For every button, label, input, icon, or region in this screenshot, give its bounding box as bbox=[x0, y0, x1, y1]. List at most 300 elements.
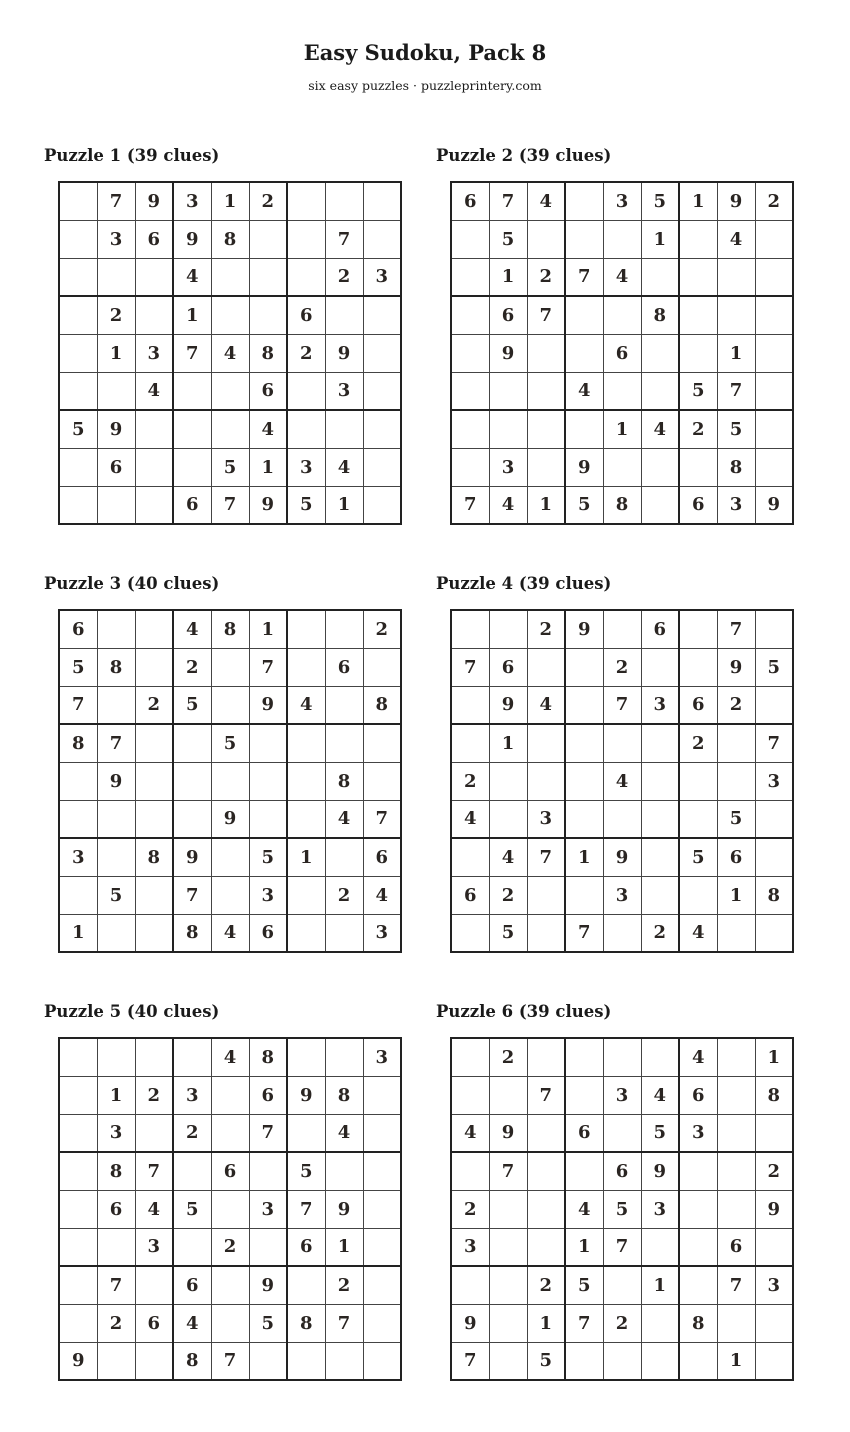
grid-cell bbox=[211, 838, 249, 876]
grid-row bbox=[451, 372, 793, 410]
grid-cell: 9 bbox=[603, 838, 641, 876]
grid-cell: 3 bbox=[173, 1076, 211, 1114]
grid-cell: 6 bbox=[59, 610, 97, 648]
grid-row bbox=[59, 914, 401, 952]
grid-cell bbox=[565, 410, 603, 448]
grid-cell bbox=[97, 914, 135, 952]
grid-cell bbox=[755, 1304, 793, 1342]
grid-row bbox=[451, 334, 793, 372]
grid-cell: 4 bbox=[641, 1076, 679, 1114]
grid-cell bbox=[565, 648, 603, 686]
grid-cell: 7 bbox=[325, 220, 363, 258]
grid-cell: 5 bbox=[717, 800, 755, 838]
grid-cell: 3 bbox=[363, 914, 401, 952]
grid-cell bbox=[451, 1038, 489, 1076]
grid-cell bbox=[527, 762, 565, 800]
grid-cell bbox=[679, 1190, 717, 1228]
grid-cell bbox=[603, 1342, 641, 1380]
grid-cell bbox=[211, 372, 249, 410]
grid-cell: 5 bbox=[641, 182, 679, 220]
grid-cell bbox=[717, 1190, 755, 1228]
grid-cell: 4 bbox=[211, 914, 249, 952]
grid-cell: 2 bbox=[249, 182, 287, 220]
grid-row bbox=[451, 648, 793, 686]
grid-cell bbox=[641, 800, 679, 838]
grid-cell bbox=[97, 1228, 135, 1266]
grid-cell bbox=[565, 876, 603, 914]
grid-cell bbox=[59, 1076, 97, 1114]
grid-cell: 2 bbox=[641, 914, 679, 952]
grid-cell: 7 bbox=[97, 1266, 135, 1304]
grid-cell bbox=[755, 1342, 793, 1380]
grid-cell bbox=[135, 296, 173, 334]
grid-cell: 2 bbox=[363, 610, 401, 648]
grid-cell bbox=[641, 258, 679, 296]
grid-cell bbox=[603, 610, 641, 648]
grid-cell bbox=[679, 610, 717, 648]
grid-cell: 5 bbox=[287, 486, 325, 524]
grid-cell bbox=[287, 372, 325, 410]
grid-cell: 2 bbox=[755, 182, 793, 220]
grid-cell bbox=[755, 914, 793, 952]
grid-cell: 6 bbox=[717, 1228, 755, 1266]
grid-cell bbox=[641, 648, 679, 686]
grid-cell bbox=[363, 724, 401, 762]
grid-cell bbox=[451, 838, 489, 876]
grid-cell: 5 bbox=[249, 1304, 287, 1342]
grid-cell: 4 bbox=[173, 1304, 211, 1342]
grid-cell bbox=[211, 1266, 249, 1304]
grid-cell bbox=[603, 1266, 641, 1304]
grid-cell: 7 bbox=[211, 486, 249, 524]
grid-cell: 3 bbox=[641, 686, 679, 724]
grid-cell: 6 bbox=[97, 1190, 135, 1228]
grid-cell: 2 bbox=[755, 1152, 793, 1190]
grid-cell: 2 bbox=[287, 334, 325, 372]
grid-cell bbox=[451, 410, 489, 448]
grid-cell bbox=[755, 686, 793, 724]
grid-cell bbox=[135, 610, 173, 648]
grid-row bbox=[451, 182, 793, 220]
grid-row bbox=[451, 1076, 793, 1114]
grid-cell bbox=[325, 1038, 363, 1076]
grid-cell: 5 bbox=[603, 1190, 641, 1228]
grid-cell: 6 bbox=[679, 686, 717, 724]
grid-row bbox=[451, 686, 793, 724]
puzzle-2 bbox=[436, 144, 781, 516]
grid-row bbox=[59, 334, 401, 372]
grid-cell: 3 bbox=[363, 258, 401, 296]
grid-cell bbox=[679, 296, 717, 334]
grid-cell: 9 bbox=[325, 1190, 363, 1228]
grid-cell: 3 bbox=[363, 1038, 401, 1076]
grid-cell: 2 bbox=[325, 876, 363, 914]
grid-cell: 1 bbox=[173, 296, 211, 334]
grid-cell: 1 bbox=[527, 486, 565, 524]
grid-cell bbox=[135, 762, 173, 800]
grid-cell: 3 bbox=[135, 334, 173, 372]
grid-cell bbox=[287, 876, 325, 914]
grid-cell bbox=[211, 296, 249, 334]
grid-cell bbox=[451, 724, 489, 762]
grid-cell: 5 bbox=[287, 1152, 325, 1190]
grid-row bbox=[451, 258, 793, 296]
grid-cell bbox=[717, 762, 755, 800]
puzzle-title: Puzzle 2 (39 clues) bbox=[436, 146, 612, 165]
grid-cell: 8 bbox=[287, 1304, 325, 1342]
grid-cell bbox=[527, 220, 565, 258]
grid-cell: 7 bbox=[97, 724, 135, 762]
sudoku-grid bbox=[450, 609, 794, 953]
grid-cell: 4 bbox=[173, 258, 211, 296]
grid-cell bbox=[363, 1190, 401, 1228]
grid-cell bbox=[135, 1114, 173, 1152]
grid-cell: 7 bbox=[489, 182, 527, 220]
grid-cell: 4 bbox=[489, 838, 527, 876]
grid-cell: 6 bbox=[249, 372, 287, 410]
grid-cell: 7 bbox=[135, 1152, 173, 1190]
grid-cell bbox=[173, 724, 211, 762]
grid-cell: 8 bbox=[173, 914, 211, 952]
grid-cell: 5 bbox=[565, 486, 603, 524]
grid-cell bbox=[489, 1190, 527, 1228]
grid-cell: 2 bbox=[527, 1266, 565, 1304]
grid-cell bbox=[565, 220, 603, 258]
grid-cell: 8 bbox=[755, 1076, 793, 1114]
grid-cell: 1 bbox=[287, 838, 325, 876]
grid-cell bbox=[755, 1228, 793, 1266]
grid-cell bbox=[249, 1152, 287, 1190]
grid-cell bbox=[211, 1190, 249, 1228]
grid-cell bbox=[249, 800, 287, 838]
grid-cell: 3 bbox=[489, 448, 527, 486]
grid-cell bbox=[641, 1304, 679, 1342]
grid-cell: 9 bbox=[173, 838, 211, 876]
grid-cell bbox=[451, 1076, 489, 1114]
grid-cell: 6 bbox=[249, 914, 287, 952]
sudoku-grid bbox=[58, 181, 402, 525]
grid-cell bbox=[565, 296, 603, 334]
grid-cell bbox=[489, 372, 527, 410]
grid-cell: 4 bbox=[173, 610, 211, 648]
grid-row bbox=[59, 1266, 401, 1304]
grid-cell: 4 bbox=[717, 220, 755, 258]
grid-cell bbox=[679, 1266, 717, 1304]
grid-cell: 1 bbox=[641, 1266, 679, 1304]
grid-cell: 6 bbox=[363, 838, 401, 876]
grid-cell bbox=[59, 296, 97, 334]
grid-cell bbox=[641, 1342, 679, 1380]
puzzle-5 bbox=[44, 1000, 389, 1372]
grid-cell: 6 bbox=[325, 648, 363, 686]
grid-cell bbox=[173, 762, 211, 800]
grid-cell: 9 bbox=[755, 1190, 793, 1228]
grid-cell bbox=[363, 1114, 401, 1152]
grid-row bbox=[59, 610, 401, 648]
grid-cell: 6 bbox=[287, 1228, 325, 1266]
grid-cell: 8 bbox=[97, 1152, 135, 1190]
grid-row bbox=[451, 1228, 793, 1266]
grid-cell bbox=[363, 220, 401, 258]
grid-cell bbox=[679, 648, 717, 686]
grid-cell bbox=[97, 800, 135, 838]
grid-cell: 7 bbox=[603, 686, 641, 724]
grid-cell: 1 bbox=[249, 448, 287, 486]
grid-cell bbox=[135, 258, 173, 296]
grid-cell bbox=[173, 800, 211, 838]
grid-cell bbox=[641, 724, 679, 762]
grid-cell: 3 bbox=[173, 182, 211, 220]
grid-cell: 2 bbox=[173, 648, 211, 686]
grid-cell: 9 bbox=[489, 686, 527, 724]
grid-cell: 6 bbox=[173, 486, 211, 524]
grid-row bbox=[59, 648, 401, 686]
puzzle-title: Puzzle 5 (40 clues) bbox=[44, 1002, 220, 1021]
grid-cell: 4 bbox=[325, 448, 363, 486]
grid-cell: 2 bbox=[325, 1266, 363, 1304]
grid-cell bbox=[565, 334, 603, 372]
grid-cell: 7 bbox=[717, 610, 755, 648]
grid-cell bbox=[565, 182, 603, 220]
grid-cell: 3 bbox=[717, 486, 755, 524]
grid-row bbox=[59, 1190, 401, 1228]
grid-cell bbox=[287, 610, 325, 648]
grid-cell bbox=[325, 1342, 363, 1380]
grid-cell bbox=[249, 1228, 287, 1266]
grid-cell: 3 bbox=[603, 1076, 641, 1114]
grid-cell bbox=[641, 838, 679, 876]
grid-cell: 4 bbox=[287, 686, 325, 724]
grid-cell: 7 bbox=[451, 486, 489, 524]
grid-cell: 8 bbox=[211, 610, 249, 648]
grid-cell: 7 bbox=[249, 1114, 287, 1152]
grid-cell bbox=[717, 724, 755, 762]
grid-cell: 9 bbox=[565, 448, 603, 486]
grid-cell bbox=[173, 1152, 211, 1190]
grid-cell bbox=[97, 1038, 135, 1076]
grid-cell bbox=[565, 1152, 603, 1190]
grid-cell bbox=[363, 296, 401, 334]
grid-cell: 8 bbox=[135, 838, 173, 876]
grid-cell: 7 bbox=[173, 334, 211, 372]
grid-cell bbox=[135, 876, 173, 914]
sudoku-grid bbox=[450, 1037, 794, 1381]
grid-cell bbox=[641, 486, 679, 524]
grid-cell: 1 bbox=[565, 838, 603, 876]
grid-cell bbox=[97, 686, 135, 724]
grid-cell: 7 bbox=[755, 724, 793, 762]
grid-cell bbox=[451, 448, 489, 486]
grid-row bbox=[451, 1342, 793, 1380]
grid-cell: 2 bbox=[135, 686, 173, 724]
page-title: Easy Sudoku, Pack 8 bbox=[303, 40, 547, 65]
grid-cell bbox=[325, 914, 363, 952]
grid-row bbox=[59, 1152, 401, 1190]
grid-cell: 3 bbox=[603, 876, 641, 914]
grid-cell: 3 bbox=[603, 182, 641, 220]
grid-cell bbox=[679, 258, 717, 296]
grid-cell bbox=[603, 914, 641, 952]
grid-cell: 6 bbox=[211, 1152, 249, 1190]
grid-cell: 3 bbox=[679, 1114, 717, 1152]
grid-cell bbox=[363, 1228, 401, 1266]
grid-cell: 5 bbox=[249, 838, 287, 876]
grid-cell bbox=[97, 1342, 135, 1380]
grid-cell bbox=[717, 1152, 755, 1190]
grid-cell: 7 bbox=[489, 1152, 527, 1190]
grid-cell bbox=[565, 724, 603, 762]
grid-cell bbox=[755, 296, 793, 334]
grid-cell: 4 bbox=[527, 182, 565, 220]
grid-cell bbox=[489, 410, 527, 448]
grid-cell bbox=[527, 410, 565, 448]
grid-cell: 2 bbox=[679, 410, 717, 448]
grid-cell: 1 bbox=[489, 724, 527, 762]
grid-cell: 8 bbox=[325, 762, 363, 800]
grid-cell bbox=[363, 486, 401, 524]
grid-cell bbox=[755, 610, 793, 648]
grid-cell: 7 bbox=[325, 1304, 363, 1342]
puzzle-6 bbox=[436, 1000, 781, 1372]
grid-cell bbox=[59, 1114, 97, 1152]
grid-cell bbox=[451, 610, 489, 648]
grid-row bbox=[451, 1114, 793, 1152]
grid-cell: 9 bbox=[717, 182, 755, 220]
grid-cell: 2 bbox=[527, 258, 565, 296]
grid-cell bbox=[287, 182, 325, 220]
grid-cell bbox=[717, 1038, 755, 1076]
grid-row bbox=[59, 1342, 401, 1380]
grid-cell: 8 bbox=[755, 876, 793, 914]
grid-cell: 2 bbox=[451, 762, 489, 800]
grid-cell: 6 bbox=[451, 182, 489, 220]
grid-row bbox=[59, 296, 401, 334]
grid-cell bbox=[59, 220, 97, 258]
grid-cell: 5 bbox=[173, 1190, 211, 1228]
grid-cell: 1 bbox=[249, 610, 287, 648]
grid-cell: 6 bbox=[135, 220, 173, 258]
grid-cell bbox=[287, 1038, 325, 1076]
grid-cell bbox=[135, 1038, 173, 1076]
grid-cell: 1 bbox=[755, 1038, 793, 1076]
grid-cell bbox=[363, 372, 401, 410]
grid-cell bbox=[325, 686, 363, 724]
grid-cell: 7 bbox=[565, 914, 603, 952]
grid-cell bbox=[363, 648, 401, 686]
grid-cell bbox=[603, 1114, 641, 1152]
grid-cell: 8 bbox=[603, 486, 641, 524]
grid-cell: 2 bbox=[451, 1190, 489, 1228]
grid-cell bbox=[565, 762, 603, 800]
grid-cell: 7 bbox=[363, 800, 401, 838]
grid-cell bbox=[59, 1266, 97, 1304]
grid-cell: 3 bbox=[755, 1266, 793, 1304]
grid-cell: 9 bbox=[717, 648, 755, 686]
grid-cell bbox=[135, 800, 173, 838]
grid-cell bbox=[489, 610, 527, 648]
grid-cell bbox=[717, 1076, 755, 1114]
grid-cell bbox=[565, 1076, 603, 1114]
grid-cell bbox=[59, 876, 97, 914]
grid-row bbox=[451, 1190, 793, 1228]
grid-cell bbox=[527, 1190, 565, 1228]
puzzle-title: Puzzle 3 (40 clues) bbox=[44, 574, 220, 593]
grid-cell: 6 bbox=[489, 648, 527, 686]
grid-cell bbox=[59, 1190, 97, 1228]
grid-cell: 5 bbox=[211, 448, 249, 486]
grid-row bbox=[451, 762, 793, 800]
grid-row bbox=[451, 800, 793, 838]
grid-cell bbox=[211, 1076, 249, 1114]
grid-cell: 4 bbox=[325, 800, 363, 838]
grid-cell: 2 bbox=[97, 1304, 135, 1342]
grid-cell bbox=[451, 296, 489, 334]
grid-cell: 5 bbox=[489, 914, 527, 952]
grid-cell bbox=[287, 258, 325, 296]
grid-cell bbox=[489, 1228, 527, 1266]
grid-cell: 9 bbox=[97, 762, 135, 800]
grid-cell bbox=[603, 724, 641, 762]
grid-cell bbox=[603, 800, 641, 838]
grid-cell bbox=[717, 1304, 755, 1342]
grid-cell bbox=[679, 448, 717, 486]
grid-cell: 6 bbox=[451, 876, 489, 914]
grid-cell: 8 bbox=[641, 296, 679, 334]
grid-cell bbox=[717, 1114, 755, 1152]
grid-cell: 1 bbox=[325, 1228, 363, 1266]
grid-cell: 1 bbox=[679, 182, 717, 220]
grid-cell: 7 bbox=[717, 1266, 755, 1304]
grid-cell bbox=[451, 686, 489, 724]
grid-cell bbox=[325, 182, 363, 220]
grid-cell: 5 bbox=[679, 372, 717, 410]
grid-cell: 6 bbox=[135, 1304, 173, 1342]
grid-cell bbox=[363, 334, 401, 372]
grid-cell: 4 bbox=[249, 410, 287, 448]
grid-cell: 4 bbox=[325, 1114, 363, 1152]
grid-cell bbox=[363, 1304, 401, 1342]
grid-cell bbox=[325, 838, 363, 876]
grid-cell bbox=[527, 334, 565, 372]
grid-cell bbox=[565, 800, 603, 838]
grid-cell: 4 bbox=[527, 686, 565, 724]
grid-cell: 4 bbox=[363, 876, 401, 914]
grid-cell bbox=[173, 410, 211, 448]
grid-cell bbox=[211, 1114, 249, 1152]
grid-cell: 8 bbox=[59, 724, 97, 762]
grid-row bbox=[59, 448, 401, 486]
grid-cell: 4 bbox=[451, 1114, 489, 1152]
grid-row bbox=[451, 610, 793, 648]
grid-cell bbox=[173, 372, 211, 410]
grid-cell bbox=[173, 1038, 211, 1076]
grid-cell bbox=[211, 1304, 249, 1342]
grid-cell bbox=[641, 876, 679, 914]
grid-cell bbox=[363, 1076, 401, 1114]
grid-cell: 3 bbox=[451, 1228, 489, 1266]
grid-cell bbox=[489, 800, 527, 838]
grid-cell bbox=[755, 334, 793, 372]
grid-cell: 8 bbox=[249, 334, 287, 372]
grid-cell: 5 bbox=[173, 686, 211, 724]
grid-cell bbox=[489, 762, 527, 800]
grid-cell bbox=[717, 258, 755, 296]
grid-cell bbox=[135, 648, 173, 686]
grid-cell bbox=[97, 372, 135, 410]
grid-cell bbox=[325, 410, 363, 448]
grid-cell bbox=[679, 1152, 717, 1190]
grid-row bbox=[59, 1076, 401, 1114]
